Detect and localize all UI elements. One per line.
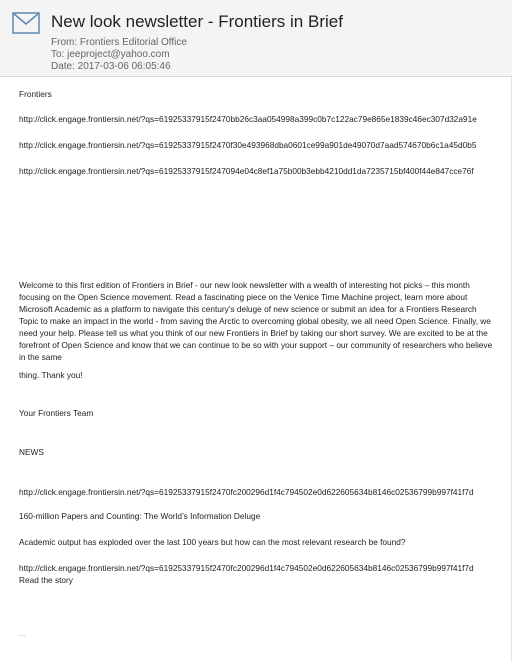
welcome-paragraph: Welcome to this first edition of Frontiers in Brief - our new look newsletter with a wealth of interesting hot picks – this month focusing on the Open Science movement. Read a fascinating piece on the Venice Time Machine project, learn more about Microsoft Academic as a platform to navigate this century's deluge of new science or submit an idea for a Frontiers Research Topic to make an impact in the world - from saving the Arctic to overcoming global obesity, we all need Open Science. Finally, we need your help. Please tell us what you think of our new Frontiers in Brief by taking our short survey. We are excited to be at the forefront of Open Science and know that we can continue to be so with your support – our community of researchers who believe in the same [19,280,493,362]
email-subject: New look newsletter - Frontiers in Brief [51,12,343,31]
tracking-link-2[interactable]: http://click.engage.frontiersin.net/?qs=61925337915f2470f30e493968dba0601ce99a901de49070d7aad574670b6c1a45d0b5 [19,140,477,150]
email-from: From: Frontiers Editorial Office [51,37,187,48]
truncation-ellipsis: ... [19,628,26,638]
article-title: 160-million Papers and Counting: The World’s Information Deluge [19,511,261,521]
welcome-thanks: thing. Thank you! [19,370,83,380]
signoff: Your Frontiers Team [19,408,94,418]
tracking-link-4[interactable]: http://click.engage.frontiersin.net/?qs=61925337915f2470fc200296d1f4c794502e0d622605634b8146c02536799b997f41f7d [19,487,474,497]
email-date: Date: 2017-03-06 06:05:46 [51,61,171,72]
email-to: To: jeeproject@yahoo.com [51,49,170,60]
news-heading: NEWS [19,447,44,457]
body-text-frontiers: Frontiers [19,89,52,99]
email-header [0,0,512,77]
article-summary: Academic output has exploded over the last 100 years but how can the most relevant research be found? [19,537,406,547]
read-story-link[interactable]: Read the story [19,575,73,585]
tracking-link-5[interactable]: http://click.engage.frontiersin.net/?qs=61925337915f2470fc200296d1f4c794502e0d622605634b8146c02536799b997f41f7d [19,563,474,573]
tracking-link-3[interactable]: http://click.engage.frontiersin.net/?qs=61925337915f247094e04c8ef1a75b00b3ebb4210dd1da7235715bf400f44e847cce76f [19,166,474,176]
email-meta [51,37,187,73]
tracking-link-1[interactable]: http://click.engage.frontiersin.net/?qs=61925337915f2470bb26c3aa054998a399c0b7c122ac79e865e1839c46ec307d32a91e [19,114,477,124]
mail-icon [12,12,40,34]
email-body [0,77,512,662]
